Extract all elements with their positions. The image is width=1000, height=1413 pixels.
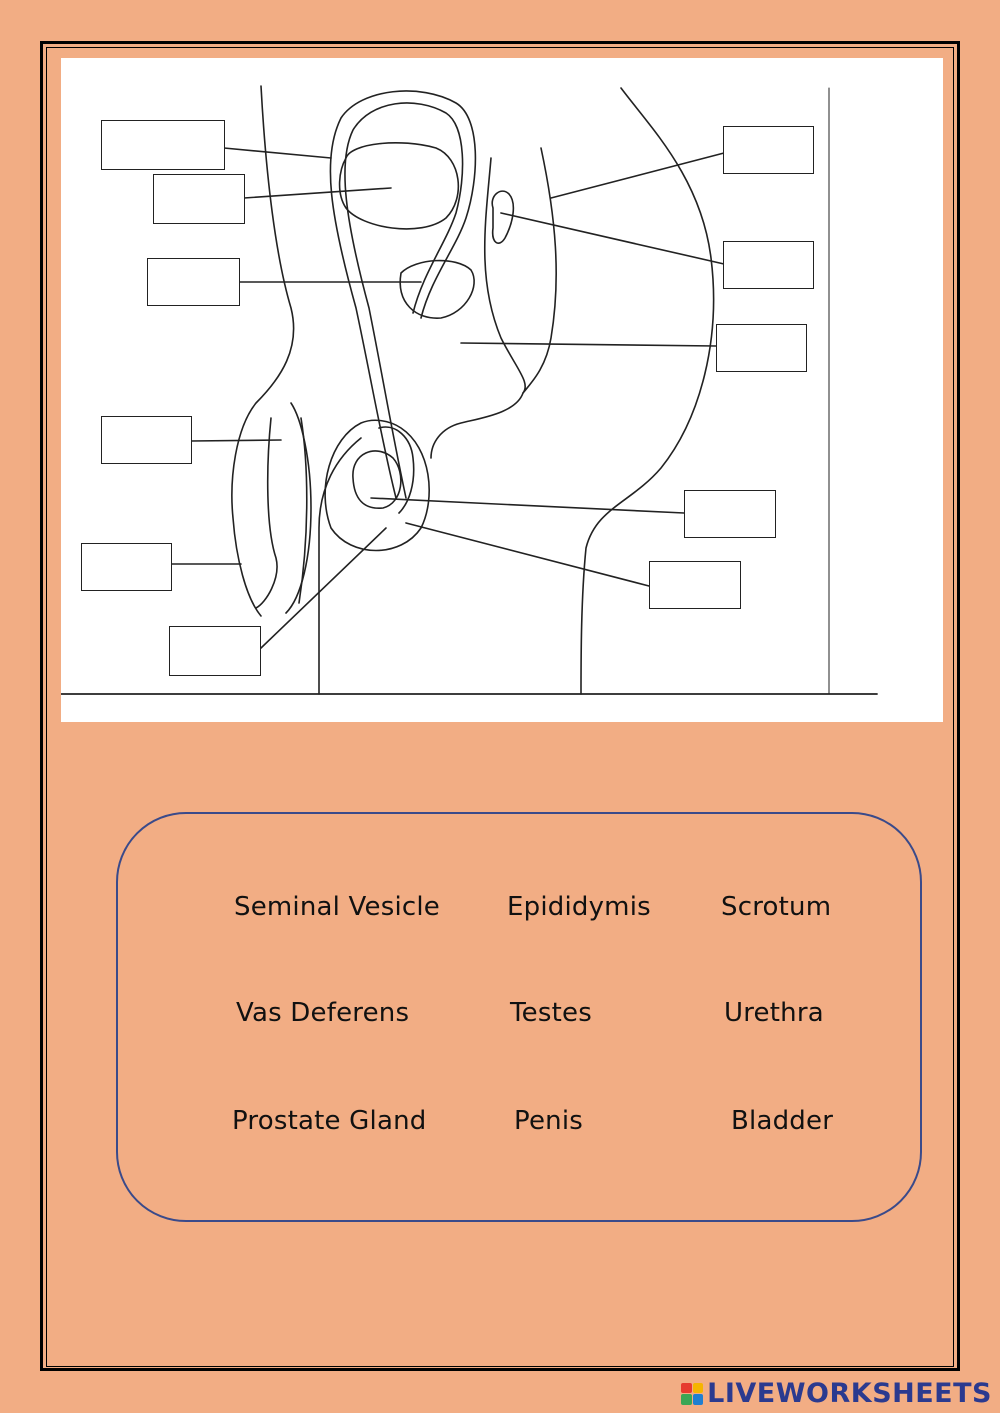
leg-inner-outline [319, 438, 361, 694]
word-vas-deferens[interactable]: Vas Deferens [236, 998, 410, 1028]
anatomy-diagram-panel [61, 58, 943, 722]
rectum-curve [431, 393, 523, 458]
word-scrotum[interactable]: Scrotum [721, 892, 832, 922]
bladder-shape [340, 143, 459, 229]
answer-box-6[interactable] [169, 626, 261, 676]
answer-box-3[interactable] [147, 258, 240, 306]
word-urethra[interactable]: Urethra [724, 998, 824, 1028]
word-seminal-vesicle[interactable]: Seminal Vesicle [234, 892, 440, 922]
prostate-shape [400, 261, 474, 319]
leader-line-8 [501, 213, 724, 264]
leader-line-2 [244, 188, 391, 198]
answer-box-11[interactable] [649, 561, 741, 609]
liveworksheets-brand [681, 1378, 992, 1409]
leader-line-1 [224, 148, 331, 158]
seminal-vesicle-shape [492, 191, 513, 243]
logo-tile-yellow [693, 1383, 704, 1394]
body-front-outline [232, 86, 294, 616]
leader-line-7 [551, 153, 724, 198]
liveworksheets-logo-icon [681, 1383, 703, 1405]
answer-box-1[interactable] [101, 120, 225, 170]
word-epididymis[interactable]: Epididymis [507, 892, 651, 922]
scrotum-outline [325, 420, 429, 550]
leader-line-6 [261, 528, 386, 648]
answer-box-2[interactable] [153, 174, 245, 224]
leader-line-4 [191, 440, 281, 441]
answer-box-5[interactable] [81, 543, 172, 591]
penis-lower-outline [256, 418, 277, 608]
word-bladder[interactable]: Bladder [731, 1106, 834, 1136]
brand-text: LIVEWORKSHEETS [707, 1378, 992, 1409]
logo-tile-blue [693, 1394, 704, 1405]
answer-box-7[interactable] [723, 126, 814, 174]
word-bank [116, 812, 922, 1222]
leader-line-10 [371, 498, 684, 513]
word-testes[interactable]: Testes [510, 998, 592, 1028]
rectum-shape [485, 148, 556, 393]
word-penis[interactable]: Penis [514, 1106, 583, 1136]
answer-box-8[interactable] [723, 241, 814, 289]
answer-box-9[interactable] [716, 324, 807, 372]
logo-tile-green [681, 1394, 692, 1405]
word-prostate-gland[interactable]: Prostate Gland [232, 1106, 427, 1136]
answer-box-10[interactable] [684, 490, 776, 538]
leader-line-11 [406, 523, 649, 586]
leader-line-9 [461, 343, 716, 346]
answer-box-4[interactable] [101, 416, 192, 464]
logo-tile-red [681, 1383, 692, 1394]
